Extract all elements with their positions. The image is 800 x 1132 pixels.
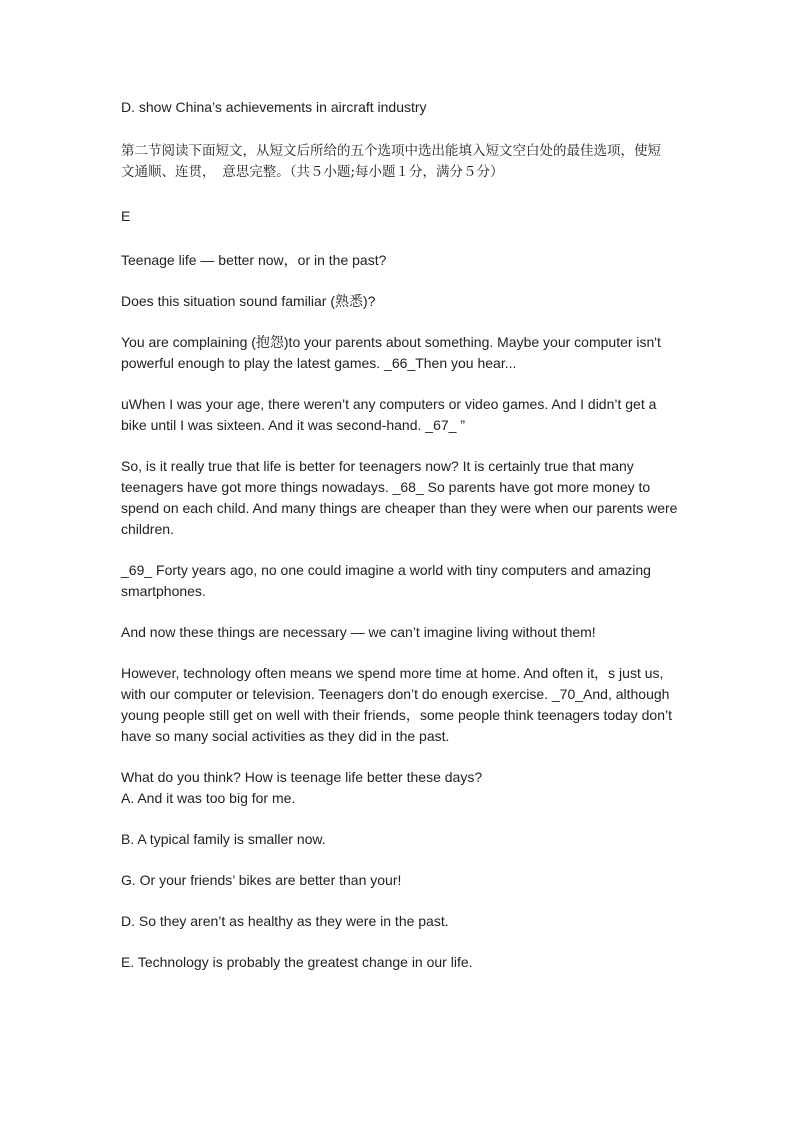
paragraph-3: uWhen I was your age, there weren’t any computers or video games. And I didn’t get a bike until I was sixteen. And it was second-hand. _67_ ” bbox=[121, 396, 657, 433]
instructions-line-2: 文通顺、连贯， 意思完整。（共５小题;每小题１分，满分５分） bbox=[121, 164, 504, 180]
option-b: B. A typical family is smaller now. bbox=[121, 831, 326, 847]
paragraph-7: However, technology often means we spend more time at home. And often it，s just us, with our computer or television. Teenagers don’t do enough exercise. _70_And, although young people still get on well with their friends，some people think teenagers today don’t have so many social activities as they did in the past. bbox=[121, 665, 672, 744]
paragraph-2: You are complaining (抱怨)to your parents about something. Maybe your computer isn't powerful enough to play the latest games. _66_Then you hear... bbox=[121, 334, 661, 371]
option-d: D. So they aren’t as healthy as they were in the past. bbox=[121, 913, 449, 929]
option-c: G. Or your friends’ bikes are better than your! bbox=[121, 872, 402, 888]
paragraph-5: _69_ Forty years ago, no one could imagine a world with tiny computers and amazing smartphones. bbox=[121, 562, 651, 599]
question: What do you think? How is teenage life better these days? bbox=[121, 769, 483, 785]
paragraph-6: And now these things are necessary — we can’t imagine living without them! bbox=[121, 624, 596, 640]
paragraph-4: So, is it really true that life is better for teenagers now? It is certainly true that many teenagers have got more things nowadays. _68_ So parents have got more money to spend on each child. And many things are cheaper than they were when our parents were children. bbox=[121, 458, 678, 537]
instructions-line-1: 第二节阅读下面短文，从短文后所给的五个选项中选出能填入短文空白处的最佳选项，使短 bbox=[121, 143, 661, 159]
section-label: E bbox=[121, 208, 131, 224]
option-e: E. Technology is probably the greatest change in our life. bbox=[121, 954, 473, 970]
document-body bbox=[121, 97, 681, 973]
paragraph-1: Does this situation sound familiar (熟悉)? bbox=[121, 293, 376, 309]
previous-option-d: D. show China’s achievements in aircraft industry bbox=[121, 99, 427, 115]
option-a: A. And it was too big for me. bbox=[121, 790, 296, 806]
passage-title: Teenage life — better now，or in the past? bbox=[121, 252, 387, 268]
